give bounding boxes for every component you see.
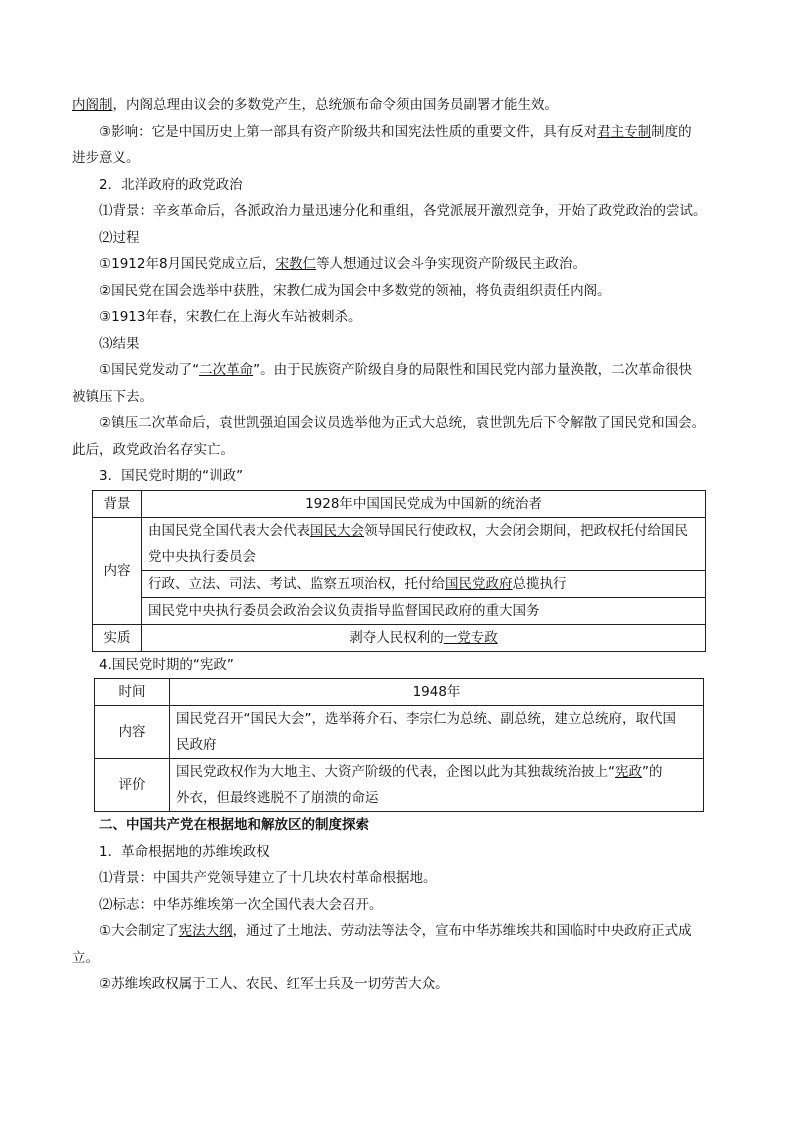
text: 民政府 bbox=[176, 737, 217, 753]
table-cell: 1948年 bbox=[170, 679, 704, 706]
subheading: 1．革命根据地的苏维埃政权 bbox=[99, 843, 270, 860]
subheading: 4.国民党时期的“宪政” bbox=[99, 656, 234, 673]
table-cell: 1928年中国国民党成为中国新的统治者 bbox=[142, 490, 706, 517]
row-label: 评价 bbox=[95, 759, 170, 812]
term-underlined: 一党专政 bbox=[443, 629, 498, 646]
subheading: 3．国民党时期的“训政” bbox=[99, 468, 244, 484]
table-row bbox=[93, 517, 706, 570]
text: 行政、立法、司法、考试、监察五项治权，托付给 bbox=[148, 575, 445, 592]
table-cell bbox=[142, 624, 706, 651]
term-underlined: 宪政 bbox=[615, 764, 642, 780]
text: 国民党政权作为大地主、大资产阶级的代表，企图以此为其独裁统治披上“ bbox=[176, 764, 615, 780]
text: 外衣，但最终逃脱不了崩溃的命运 bbox=[176, 790, 379, 806]
row-label: 时间 bbox=[95, 679, 170, 706]
row-label: 背景 bbox=[93, 490, 142, 517]
paragraph: 进步意义。 bbox=[72, 150, 140, 166]
term-underlined: 君主专制 bbox=[597, 123, 652, 140]
text: 等人想通过议会斗争实现资产阶级民主政治。 bbox=[316, 256, 587, 272]
section-heading: 二、中国共产党在根据地和解放区的制度探索 bbox=[99, 817, 369, 833]
paragraph: ⑴背景：辛亥革命后，各派政治力量迅速分化和重组，各党派展开激烈竞争，开始了政党政治的尝试。 bbox=[99, 203, 707, 219]
paragraph: ⑵标志：中华苏维埃第一次全国代表大会召开。 bbox=[99, 896, 383, 913]
paragraph: ⑶结果 bbox=[99, 335, 140, 352]
text: 国民党召开“国民大会”，选举蒋介石、李宗仁为总统、副总统，建立总统府，取代国 bbox=[176, 711, 676, 727]
text: ，通过了土地法、劳动法等法令，宣布中华苏维埃共和国临时中央政府正式成 bbox=[232, 923, 692, 939]
text: 党中央执行委员会 bbox=[148, 548, 256, 565]
text: ，内阁总理由议会的多数党产生，总统颁布命令须由国务员副署才能生效。 bbox=[112, 97, 558, 113]
text: ①国民党发动了“ bbox=[99, 362, 200, 378]
term-underlined: 宋教仁 bbox=[275, 256, 317, 272]
text: 总揽执行 bbox=[512, 575, 567, 592]
text: ①1912年8月国民党成立后， bbox=[99, 256, 276, 272]
row-label: 实质 bbox=[93, 624, 142, 651]
term-underlined: 国民大会 bbox=[310, 522, 364, 539]
paragraph: ⑴背景：中国共产党领导建立了十几块农村革命根据地。 bbox=[99, 870, 437, 886]
paragraph: 此后，政党政治名存实亡。 bbox=[72, 441, 234, 458]
row-label: 内容 bbox=[95, 706, 170, 759]
table-row bbox=[95, 759, 704, 812]
paragraph: ③1913年春，宋教仁在上海火车站被刺杀。 bbox=[99, 309, 362, 325]
subheading: 2．北洋政府的政党政治 bbox=[99, 176, 243, 193]
paragraph: ②镇压二次革命后，袁世凯强迫国会议员选举他为正式大总统，袁世凯先后下令解散了国民党和国会。 bbox=[99, 415, 706, 431]
text: 剥夺人民权利的 bbox=[349, 629, 444, 646]
text: 由国民党全国代表大会代表 bbox=[148, 522, 310, 539]
paragraph bbox=[72, 119, 720, 146]
table-row bbox=[95, 679, 704, 706]
table-row bbox=[93, 570, 706, 597]
table-row bbox=[93, 597, 706, 624]
paragraph: 立。 bbox=[72, 949, 99, 966]
constitutional-table bbox=[94, 678, 704, 812]
table-cell bbox=[142, 517, 706, 570]
term-underlined: 二次革命 bbox=[199, 362, 254, 378]
paragraph bbox=[72, 918, 720, 945]
paragraph bbox=[72, 357, 720, 384]
term-underlined: 内阁制 bbox=[72, 97, 113, 113]
paragraph: ⑵过程 bbox=[99, 229, 140, 246]
document-page bbox=[72, 92, 720, 998]
table-row bbox=[95, 706, 704, 759]
term-underlined: 宪法大纲 bbox=[178, 923, 233, 939]
table-cell bbox=[170, 759, 704, 812]
text: ”的 bbox=[642, 764, 663, 780]
text: ③影响：它是中国历史上第一部具有资产阶级共和国宪法性质的重要文件，具有反对 bbox=[99, 123, 598, 140]
paragraph: ②国民党在国会选举中获胜，宋教仁成为国会中多数党的领袖，将负责组织责任内阁。 bbox=[99, 282, 611, 299]
table-row bbox=[93, 490, 706, 517]
paragraph bbox=[72, 251, 720, 278]
table-cell bbox=[170, 706, 704, 759]
tutelage-table bbox=[92, 490, 706, 652]
table-cell bbox=[142, 570, 706, 597]
paragraph: ②苏维埃政权属于工人、农民、红军士兵及一切劳苦大众。 bbox=[99, 976, 449, 992]
text: 制度的 bbox=[651, 123, 692, 140]
paragraph bbox=[72, 92, 720, 119]
table-row bbox=[93, 624, 706, 651]
term-underlined: 国民党政府 bbox=[445, 575, 513, 592]
text: ①大会制定了 bbox=[99, 923, 179, 939]
row-label: 内容 bbox=[93, 517, 142, 624]
text: 领导国民行使政权，大会闭会期间，把政权托付给国民 bbox=[364, 522, 688, 539]
text: ”。由于民族资产阶级自身的局限性和国民党内部力量涣散，二次革命很快 bbox=[253, 362, 693, 378]
paragraph: 被镇压下去。 bbox=[72, 388, 153, 405]
table-cell: 国民党中央执行委员会政治会议负责指导监督国民政府的重大国务 bbox=[142, 597, 706, 624]
